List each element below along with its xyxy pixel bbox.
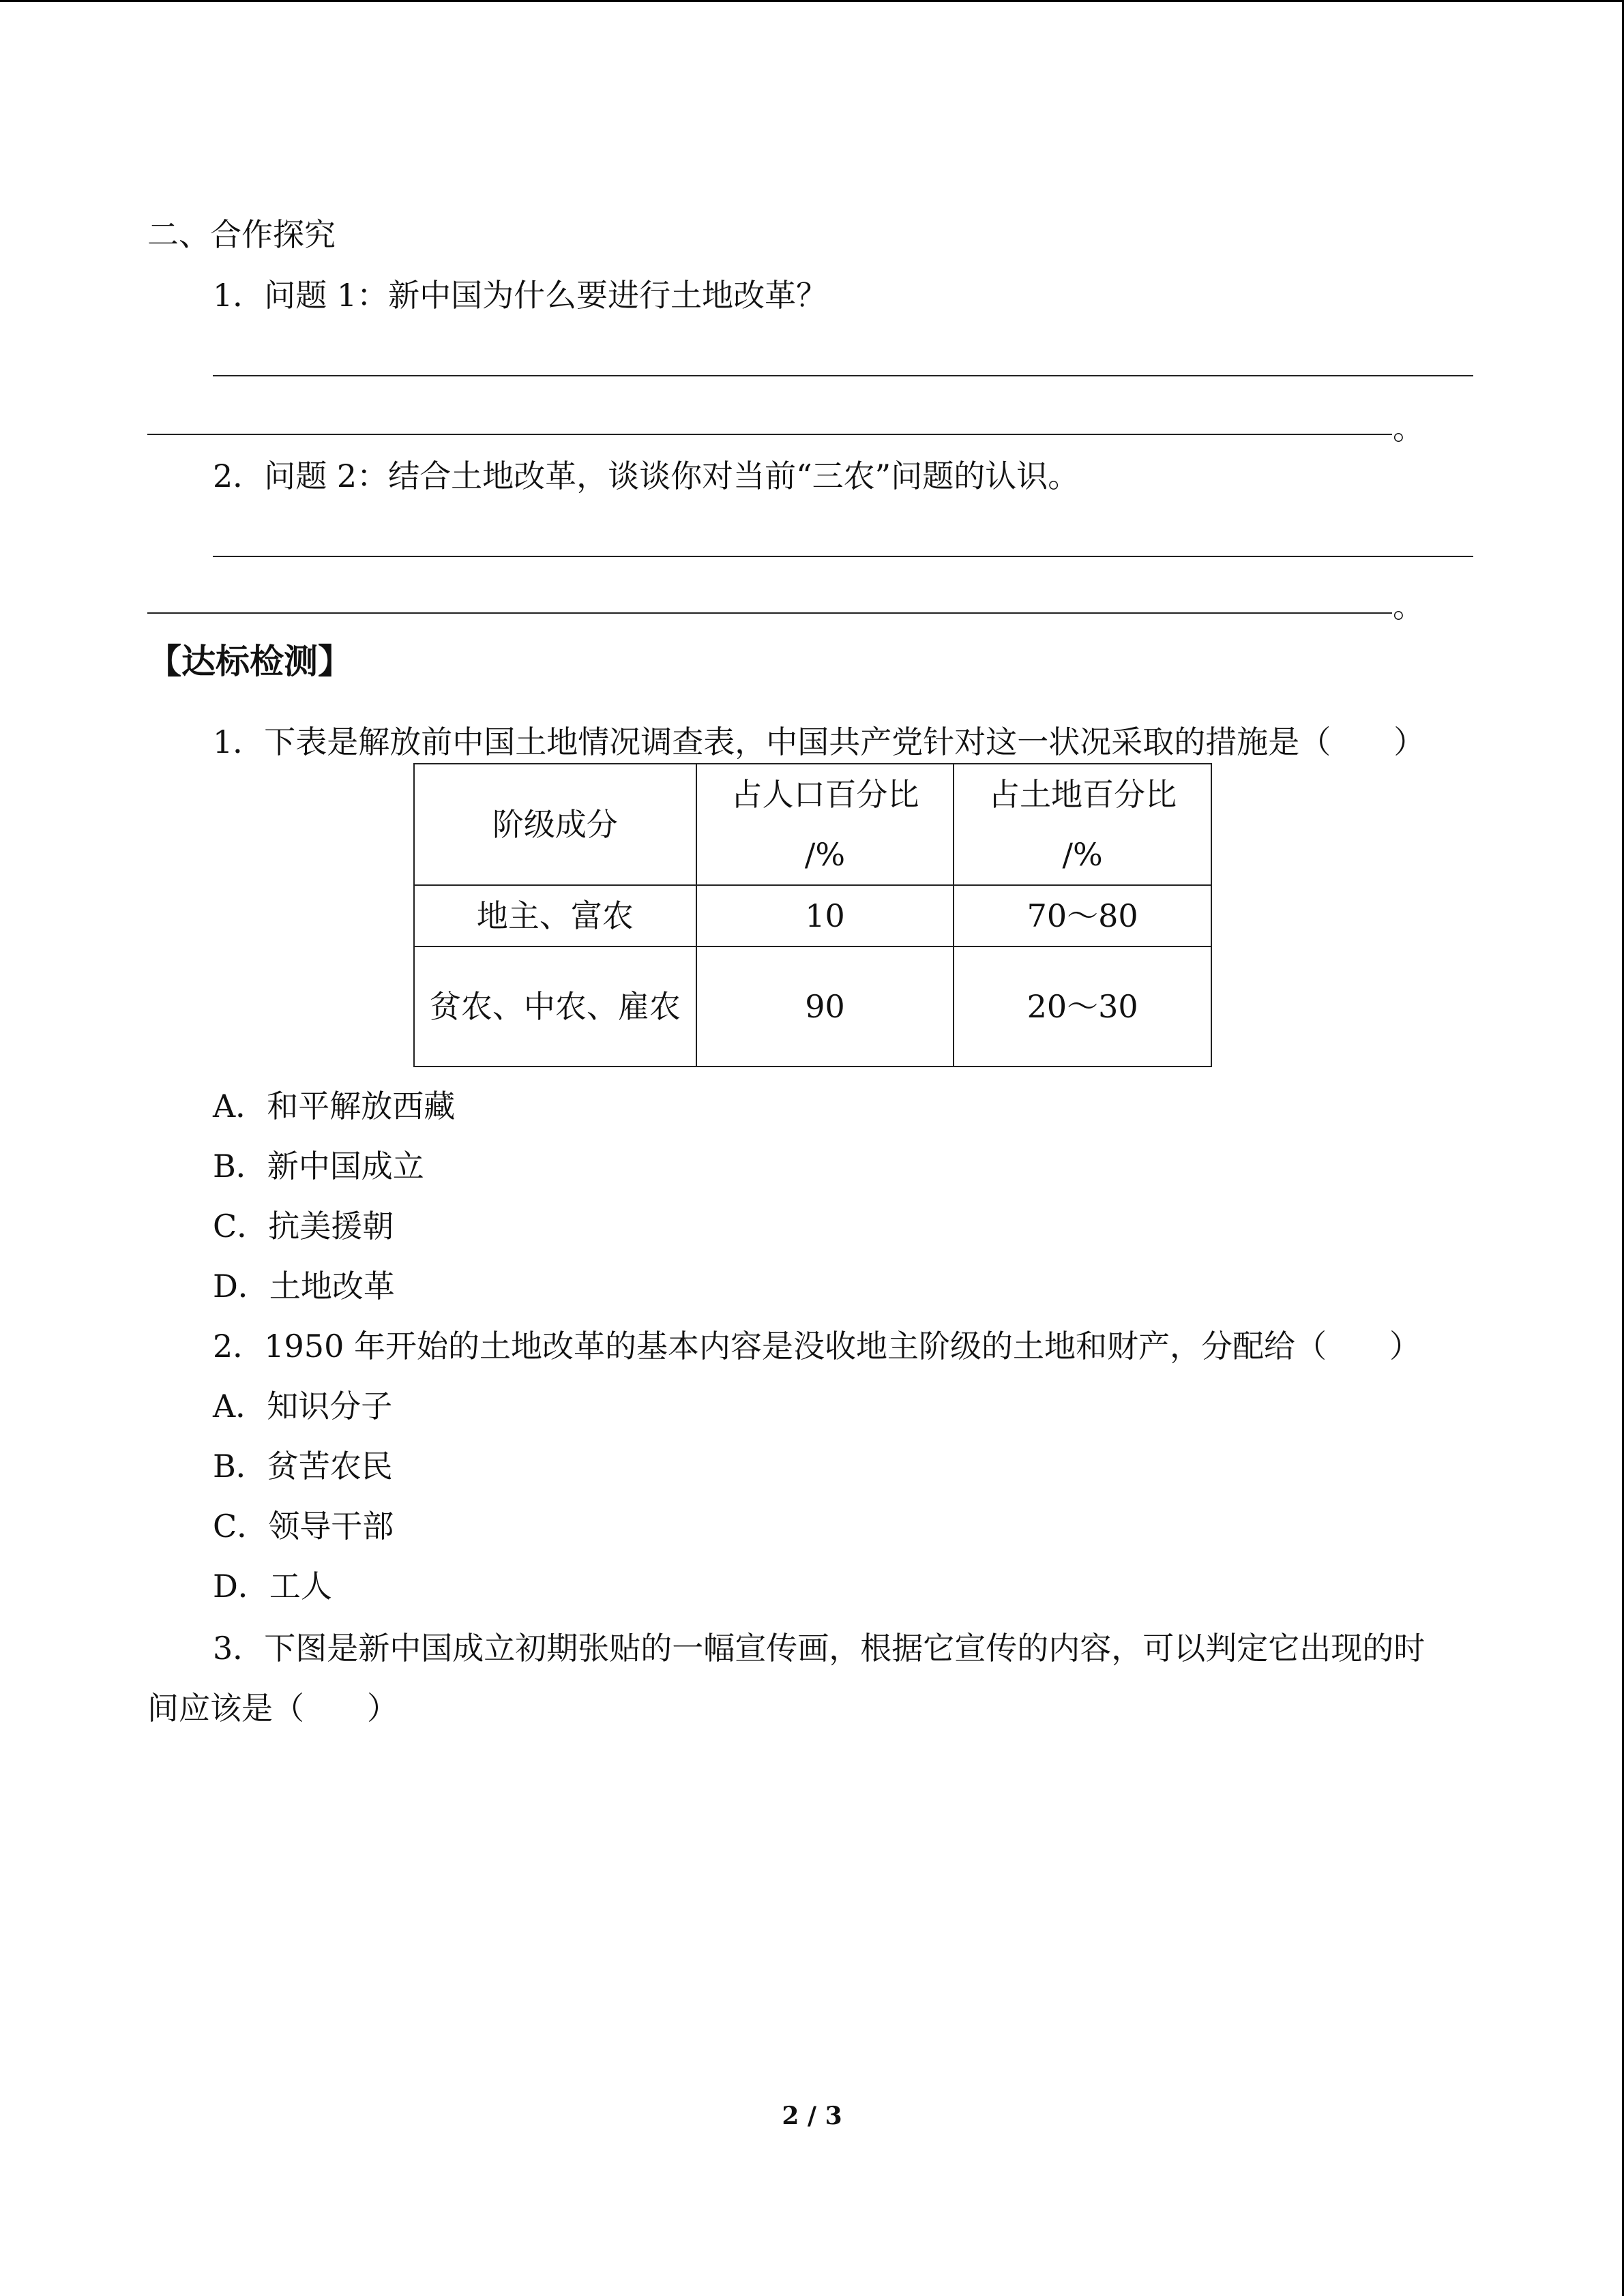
option-c: C．抗美援朝 bbox=[213, 1208, 394, 1244]
table-cell: 10 bbox=[696, 885, 954, 946]
table-header-cell: 阶级成分 bbox=[414, 764, 696, 885]
section-heading: 二、合作探究 bbox=[147, 216, 336, 253]
table-cell: 20～30 bbox=[954, 946, 1211, 1067]
option-d: D．工人 bbox=[213, 1568, 332, 1605]
table-header-cell: 占土地百分比 /% bbox=[954, 764, 1211, 885]
end-period: 。 bbox=[1393, 410, 1424, 447]
check-heading: 【达标检测】 bbox=[147, 642, 352, 681]
table-cell: 70～80 bbox=[954, 885, 1211, 946]
table-cell: 贫农、中农、雇农 bbox=[414, 946, 696, 1067]
land-survey-table bbox=[413, 763, 1212, 1067]
option-c: C．领导干部 bbox=[213, 1508, 394, 1545]
table-header-row bbox=[414, 764, 1211, 885]
page-number: 2 / 3 bbox=[782, 2102, 842, 2130]
option-b: B．贫苦农民 bbox=[213, 1448, 393, 1485]
option-a: A．知识分子 bbox=[213, 1388, 393, 1425]
check-question-1: 1．下表是解放前中国土地情况调查表，中国共产党针对这一状况采取的措施是（ ） bbox=[213, 724, 1426, 760]
check-question-2: 2．1950 年开始的土地改革的基本内容是没收地主阶级的土地和财产，分配给（ ） bbox=[213, 1328, 1421, 1365]
table-cell: 90 bbox=[696, 946, 954, 1067]
check-question-3: 3．下图是新中国成立初期张贴的一幅宣传画，根据它宣传的内容，可以判定它出现的时 bbox=[213, 1630, 1426, 1667]
answer-line[interactable] bbox=[213, 556, 1473, 557]
answer-line[interactable] bbox=[147, 434, 1392, 435]
option-d: D．土地改革 bbox=[213, 1268, 395, 1304]
question-2: 2．问题 2：结合土地改革，谈谈你对当前“三农”问题的认识。 bbox=[213, 458, 1080, 494]
check-question-3-cont: 间应该是（ ） bbox=[147, 1690, 398, 1727]
option-a: A．和平解放西藏 bbox=[213, 1088, 456, 1124]
option-b: B．新中国成立 bbox=[213, 1148, 424, 1184]
page-border-top bbox=[0, 0, 1624, 2]
end-period: 。 bbox=[1393, 588, 1424, 625]
question-1: 1．问题 1：新中国为什么要进行土地改革？ bbox=[213, 277, 828, 314]
table-cell: 地主、富农 bbox=[414, 885, 696, 946]
table-row bbox=[414, 946, 1211, 1067]
table-header-cell: 占人口百分比 /% bbox=[696, 764, 954, 885]
table-row bbox=[414, 885, 1211, 946]
answer-line[interactable] bbox=[213, 375, 1473, 376]
answer-line[interactable] bbox=[147, 612, 1392, 614]
